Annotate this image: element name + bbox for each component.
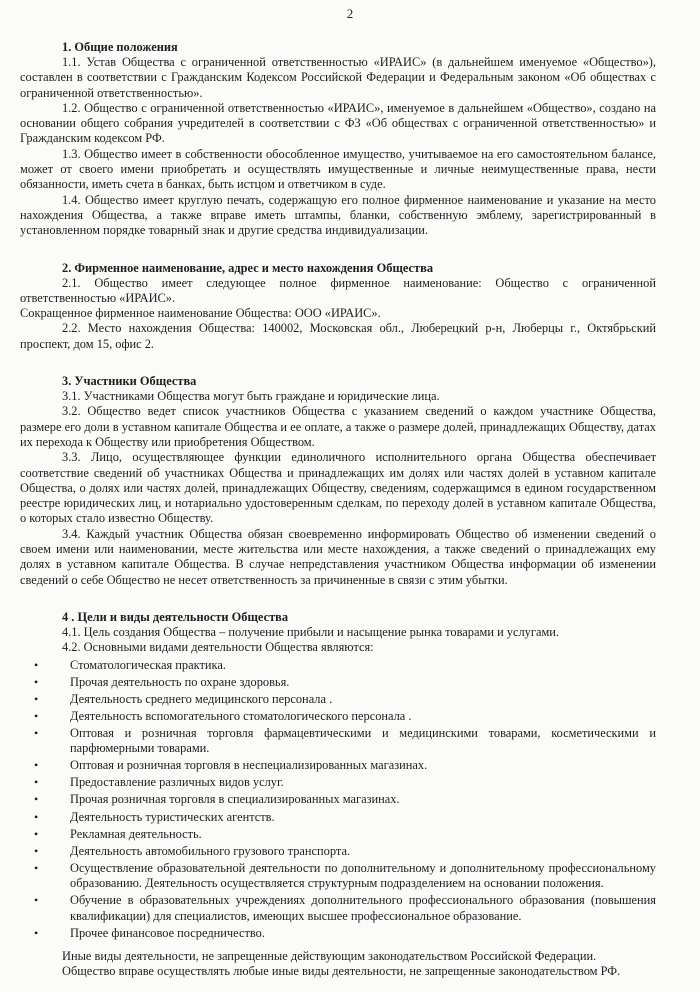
bullet-icon: • (34, 860, 39, 875)
bullet-icon: • (34, 792, 39, 807)
section-general-provisions (20, 40, 656, 239)
list-item-text: Рекламная деятельность. (70, 826, 202, 841)
bullet-icon: • (34, 674, 39, 689)
list-item-text: Стоматологическая практика. (70, 657, 226, 672)
section-participants (20, 374, 656, 588)
section-company-name (20, 261, 656, 352)
document-body (20, 40, 656, 980)
bullet-icon: • (34, 691, 39, 706)
paragraph: 1.1. Устав Общества с ограниченной ответственностью «ИРАИС» (в дальнейшем именуемое «Общество»), составлен в соответствии с Гражданским Кодексом Российской Федерации и Федеральным законом «Об обществах с ограниченной ответственностью». (20, 55, 656, 100)
list-item (20, 893, 656, 924)
list-item-text: Оптовая и розничная торговля в неспециализированных магазинах. (70, 758, 428, 773)
paragraph: 3.2. Общество ведет список участников Общества с указанием сведений о каждом участнике Общества, размере его доли в уставном капитале Общества и ее оплате, а также о размере долей, принадлежащих Обществу, датах их перехода к Обществу или приобретения Обществом. (20, 404, 656, 449)
list-item-text: Деятельность автомобильного грузового транспорта. (70, 843, 351, 858)
bullet-icon: • (34, 775, 39, 790)
list-item (20, 861, 656, 892)
paragraph: 4.2. Основными видами деятельности Общества являются: (62, 640, 374, 655)
list-item-text: Обучение в образовательных учреждениях дополнительного профессионального образования (повышения квалификации) для специалистов, имеющих высшее профессиональное образование. (70, 893, 656, 923)
bullet-icon: • (34, 758, 39, 773)
list-item-text: Прочая розничная торговля в специализированных магазинах. (70, 792, 400, 807)
list-item (20, 844, 656, 859)
paragraph: 2.2. Место нахождения Общества: 140002, Московская обл., Люберецкий р-н, Люберцы г., Октябрьский проспект, дом 15, офис 2. (20, 321, 656, 351)
list-item (20, 926, 656, 941)
list-item (20, 726, 656, 757)
list-item-text: Оптовая и розничная торговля фармацевтическими и медицинскими товарами, косметическими и парфюмерными товарами. (70, 725, 656, 756)
list-item (20, 810, 656, 825)
page-number: 2 (346, 6, 354, 21)
paragraph: 1.2. Общество с ограниченной ответственностью «ИРАИС», именуемое в дальнейшем «Общество», создано на основании общего собрания учредителей в соответствии с ФЗ «Об обществах с ограниченной ответственностью» и Гражданским кодексом РФ. (20, 100, 656, 146)
paragraph: 1.4. Общество имеет круглую печать, содержащую его полное фирменное наименование и указание на место нахождения Общества, а также вправе иметь штампы, бланки, собственную эмблему, зарегистрированный в установленном порядке товарный знак и другие средства индивидуализации. (20, 192, 656, 238)
section-activities (20, 610, 656, 980)
paragraph: 3.4. Каждый участник Общества обязан своевременно информировать Общество об изменении сведений о своем имени или наименовании, месте жительства или месте нахождения, а также сведений о принадлежащих ему долях в уставном капитале Общества. В случае непредставления участником Общества информации об изменении сведений о себе Общество не несет ответственность за причиненные в связи с этим убытки. (20, 526, 656, 587)
list-item-text: Предоставление различных видов услуг. (70, 775, 284, 790)
list-item-text: Прочая деятельность по охране здоровья. (70, 674, 290, 689)
list-item-text: Осуществление образовательной деятельности по дополнительному и дополнительному профессиональному образованию. Деятельность осуществляется структурным подразделением на основании положения. (70, 860, 656, 891)
bullet-icon: • (34, 708, 39, 723)
list-item (20, 827, 656, 842)
bullet-icon: • (34, 893, 39, 908)
list-item-text: Прочее финансовое посредничество. (70, 925, 265, 940)
section-title: 3. Участники Общества (62, 374, 197, 389)
paragraph: 3.1. Участниками Общества могут быть граждане и юридические лица. (62, 389, 440, 404)
activities-list (20, 658, 656, 941)
section-title: 1. Общие положения (62, 40, 178, 54)
paragraph: 4.1. Цель создания Общества – получение прибыли и насыщение рынка товарами и услугами. (62, 624, 560, 639)
paragraph: 1.3. Общество имеет в собственности обособленное имущество, учитываемое на его самостоятельном балансе, может от своего имени приобретать и осуществлять имущественные и личные неимущественные права, нести обязанности, иметь счета в банках, быть истцом и ответчиком в суде. (20, 146, 656, 192)
section-title: 4 . Цели и виды деятельности Общества (62, 609, 289, 624)
list-item (20, 758, 656, 773)
closing-paragraph: Общество вправе осуществлять любые иные виды деятельности, не запрещенные законодательством РФ. (62, 964, 621, 979)
bullet-icon: • (34, 826, 39, 841)
paragraph: 2.1. Общество имеет следующее полное фирменное наименование: Общество с ограниченной ответственностью «ИРАИС». (20, 275, 656, 305)
bullet-icon: • (34, 843, 39, 858)
list-item-text: Деятельность среднего медицинского персонала . (70, 691, 333, 706)
list-item (20, 658, 656, 673)
closing-paragraph: Иные виды деятельности, не запрещенные действующим законодательством Российской Федерации. (62, 948, 597, 963)
paragraph: Сокращенное фирменное наименование Общества: ООО «ИРАИС». (20, 306, 381, 321)
section-title: 2. Фирменное наименование, адрес и место нахождения Общества (62, 260, 434, 275)
list-item-text: Деятельность вспомогательного стоматологического персонала . (70, 708, 412, 723)
list-item-text: Деятельность туристических агентств. (70, 809, 275, 824)
list-item (20, 692, 656, 707)
list-item (20, 675, 656, 690)
bullet-icon: • (34, 725, 39, 740)
list-item (20, 709, 656, 724)
bullet-icon: • (34, 925, 39, 940)
list-item (20, 775, 656, 790)
bullet-icon: • (34, 809, 39, 824)
bullet-icon: • (34, 657, 39, 672)
paragraph: 3.3. Лицо, осуществляющее функции единоличного исполнительного органа Общества обеспечивает соответствие сведений об участниках Общества и принадлежащих им долях или частях долей в уставном капитале Общества, о долях или частях долей, принадлежащих Обществу, сведениям, содержащимся в едином государственном реестре юридических лиц, и нотариально удостоверенным сделкам, по переходу долей в уставном капитале Общества, о которых стало известно Обществу. (20, 450, 656, 526)
list-item (20, 792, 656, 807)
